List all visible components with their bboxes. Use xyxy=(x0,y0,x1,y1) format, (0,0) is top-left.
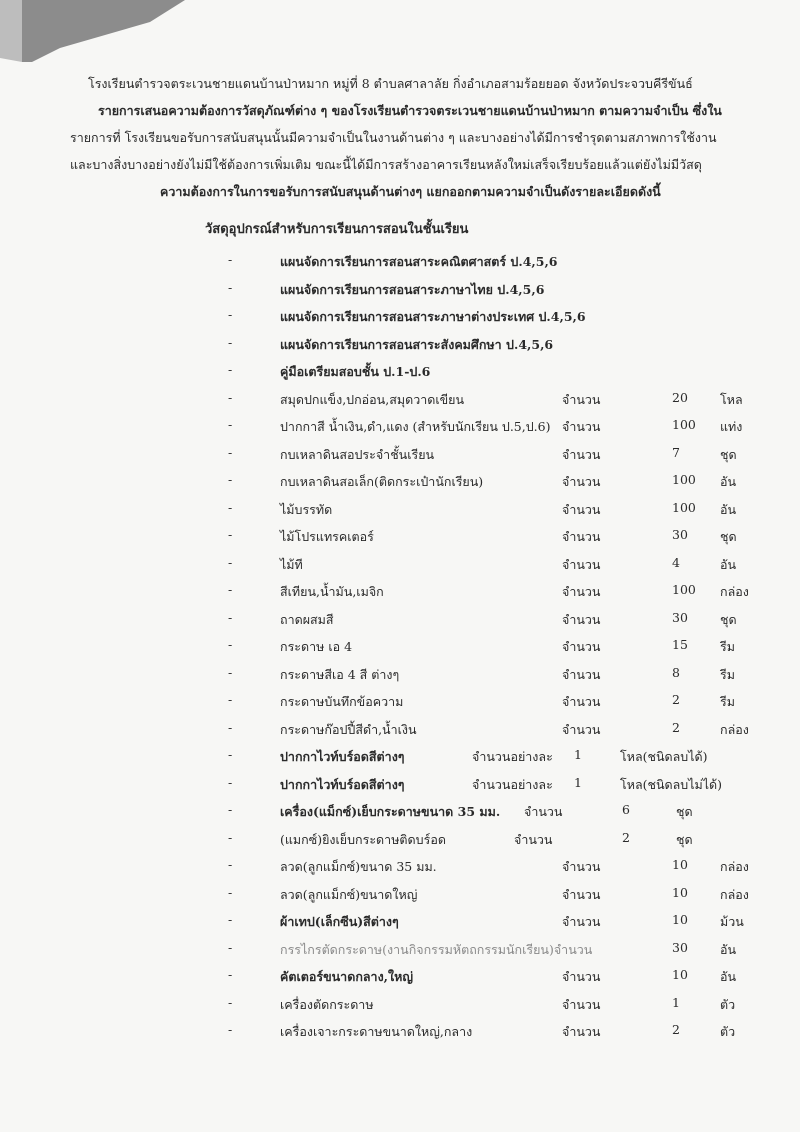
quantity-label: จำนวน xyxy=(562,969,601,984)
list-item xyxy=(0,637,800,659)
bullet-dash: - xyxy=(228,362,233,377)
quantity-value: 1 xyxy=(574,775,582,790)
bullet-dash: - xyxy=(228,445,233,460)
item-name: เครื่องเจาะกระดาษขนาดใหญ่,กลาง xyxy=(280,1024,473,1039)
quantity-label: จำนวนอย่างละ xyxy=(472,749,553,764)
quantity-label: จำนวน xyxy=(562,639,601,654)
unit-label: กล่อง xyxy=(720,722,749,737)
bullet-dash: - xyxy=(228,582,233,597)
quantity-label: จำนวน xyxy=(562,529,601,544)
quantity-value: 100 xyxy=(672,500,696,515)
bullet-dash: - xyxy=(228,1022,233,1037)
bullet-dash: - xyxy=(228,280,233,295)
quantity-value: 100 xyxy=(672,417,696,432)
quantity-value: 10 xyxy=(672,967,688,982)
unit-label: กล่อง xyxy=(720,584,749,599)
item-name: ไม้โปรแทรคเตอร์ xyxy=(280,529,374,544)
quantity-label: จำนวน xyxy=(514,832,553,847)
quantity-value: 10 xyxy=(672,912,688,927)
quantity-value: 10 xyxy=(672,857,688,872)
section-title: วัสดุอุปกรณ์สำหรับการเรียนการสอนในชั้นเรียน xyxy=(205,222,469,237)
unit-label: แท่ง xyxy=(720,419,743,434)
bullet-dash: - xyxy=(228,555,233,570)
list-item xyxy=(0,582,800,604)
list-item xyxy=(0,362,800,384)
item-name: คู่มือเตรียมสอบชั้น ป.1-ป.6 xyxy=(280,364,431,379)
quantity-label: จำนวนอย่างละ xyxy=(472,777,553,792)
quantity-value: 1 xyxy=(672,995,680,1010)
bullet-dash: - xyxy=(228,885,233,900)
bullet-dash: - xyxy=(228,252,233,267)
unit-label: อัน xyxy=(720,969,737,984)
quantity-value: 30 xyxy=(672,940,688,955)
bullet-dash: - xyxy=(228,747,233,762)
list-item xyxy=(0,307,800,329)
bullet-dash: - xyxy=(228,637,233,652)
quantity-label: จำนวน xyxy=(562,997,601,1012)
list-item xyxy=(0,610,800,632)
bullet-dash: - xyxy=(228,995,233,1010)
quantity-label: จำนวน xyxy=(562,392,601,407)
item-name: ไม้ที xyxy=(280,557,303,572)
list-item xyxy=(0,390,800,412)
item-name: ลวด(ลูกแม็กซ์)ขนาดใหญ่ xyxy=(280,887,418,902)
quantity-label: จำนวน xyxy=(562,859,601,874)
item-name: กระดาษก๊อปปี้สีดำ,น้ำเงิน xyxy=(280,722,417,737)
item-name: กบเหลาดินสอเล็ก(ติดกระเป๋านักเรียน) xyxy=(280,474,484,489)
bullet-dash: - xyxy=(228,940,233,955)
quantity-label: จำนวน xyxy=(562,667,601,682)
list-item xyxy=(0,555,800,577)
unit-label: อัน xyxy=(720,942,737,957)
item-name: กระดาษ เอ 4 xyxy=(280,639,353,654)
list-item xyxy=(0,472,800,494)
bullet-dash: - xyxy=(228,692,233,707)
quantity-label: จำนวน xyxy=(562,419,601,434)
item-name: ผ้าเทป(เล็กซีน)สีต่างๆ xyxy=(280,914,399,929)
bullet-dash: - xyxy=(228,390,233,405)
quantity-label: จำนวน xyxy=(562,914,601,929)
quantity-value: 100 xyxy=(672,582,696,597)
list-item xyxy=(0,417,800,439)
item-name: แผนจัดการเรียนการสอนสาระคณิตศาสตร์ ป.4,5,6 xyxy=(280,254,558,269)
quantity-value: 6 xyxy=(622,802,630,817)
item-name: คัตเตอร์ขนาดกลาง,ใหญ่ xyxy=(280,969,414,984)
bullet-dash: - xyxy=(228,775,233,790)
quantity-label: จำนวน xyxy=(562,694,601,709)
item-name: สีเทียน,น้ำมัน,เมจิก xyxy=(280,584,384,599)
item-name: เครื่อง(แม็กซ์)เย็บกระดาษขนาด 35 มม. xyxy=(280,804,501,819)
list-item xyxy=(0,967,800,989)
list-item xyxy=(0,912,800,934)
quantity-value: 30 xyxy=(672,527,688,542)
unit-label: ชุด xyxy=(720,447,737,462)
list-item xyxy=(0,720,800,742)
quantity-label: จำนวน xyxy=(562,502,601,517)
quantity-label: จำนวน xyxy=(562,584,601,599)
bullet-dash: - xyxy=(228,720,233,735)
quantity-value: 7 xyxy=(672,445,680,460)
quantity-value: 15 xyxy=(672,637,688,652)
item-name: ไม้บรรทัด xyxy=(280,502,333,517)
item-name: แผนจัดการเรียนการสอนสาระสังคมศึกษา ป.4,5,6 xyxy=(280,337,554,352)
bullet-dash: - xyxy=(228,830,233,845)
intro-line: รายการที่ โรงเรียนขอรับการสนับสนุนนั้นมีความจำเป็นในงานด้านต่าง ๆ และบางอย่างได้มีการชำรุดตามสภาพการใช้งาน xyxy=(70,130,717,145)
item-name: ปากกาไวท์บร์อดสีต่างๆ xyxy=(280,777,405,792)
list-item xyxy=(0,857,800,879)
item-name: แผนจัดการเรียนการสอนสาระภาษาไทย ป.4,5,6 xyxy=(280,282,545,297)
list-item xyxy=(0,885,800,907)
unit-label: ตัว xyxy=(720,997,736,1012)
unit-label: อัน xyxy=(720,502,737,517)
bullet-dash: - xyxy=(228,500,233,515)
unit-label: ชุด xyxy=(676,832,693,847)
unit-label: อัน xyxy=(720,474,737,489)
quantity-label: จำนวน xyxy=(562,557,601,572)
unit-label: โหล(ชนิดลบไม่ได้) xyxy=(620,777,723,792)
bullet-dash: - xyxy=(228,335,233,350)
bullet-dash: - xyxy=(228,665,233,680)
unit-label: รีม xyxy=(720,639,735,654)
item-name: ปากกาไวท์บร์อดสีต่างๆ xyxy=(280,749,405,764)
unit-label: ม้วน xyxy=(720,914,744,929)
list-item xyxy=(0,665,800,687)
quantity-label: จำนวน xyxy=(562,447,601,462)
item-name: แผนจัดการเรียนการสอนสาระภาษาต่างประเทศ ป.4,5,6 xyxy=(280,309,586,324)
quantity-value: 1 xyxy=(574,747,582,762)
quantity-value: 30 xyxy=(672,610,688,625)
item-name: ลวด(ลูกแม็กซ์)ขนาด 35 มม. xyxy=(280,859,437,874)
list-item xyxy=(0,940,800,962)
unit-label: ตัว xyxy=(720,1024,736,1039)
unit-label: โหล xyxy=(720,392,743,407)
bullet-dash: - xyxy=(228,967,233,982)
list-item xyxy=(0,252,800,274)
quantity-value: 2 xyxy=(672,1022,680,1037)
quantity-value: 8 xyxy=(672,665,680,680)
list-item xyxy=(0,1022,800,1044)
item-name: กบเหลาดินสอประจำชั้นเรียน xyxy=(280,447,435,462)
list-item xyxy=(0,335,800,357)
bullet-dash: - xyxy=(228,527,233,542)
bullet-dash: - xyxy=(228,472,233,487)
item-name: สมุดปกแข็ง,ปกอ่อน,สมุดวาดเขียน xyxy=(280,392,465,407)
item-name: เครื่องตัดกระดาษ xyxy=(280,997,374,1012)
bullet-dash: - xyxy=(228,307,233,322)
quantity-label: จำนวน xyxy=(562,474,601,489)
quantity-label: จำนวน xyxy=(562,887,601,902)
item-name: กระดาษสีเอ 4 สี ต่างๆ xyxy=(280,667,400,682)
list-item xyxy=(0,280,800,302)
bullet-dash: - xyxy=(228,417,233,432)
bullet-dash: - xyxy=(228,802,233,817)
unit-label: กล่อง xyxy=(720,887,749,902)
unit-label: ชุด xyxy=(720,529,737,544)
quantity-value: 20 xyxy=(672,390,688,405)
quantity-label: จำนวน xyxy=(524,804,563,819)
list-item xyxy=(0,445,800,467)
quantity-value: 4 xyxy=(672,555,680,570)
item-name: กระดาษบันทึกข้อความ xyxy=(280,694,404,709)
bullet-dash: - xyxy=(228,610,233,625)
intro-line: โรงเรียนตำรวจตระเวนชายแดนบ้านป่าหมาก หมู่ที่ 8 ตำบลศาลาลัย กิ่งอำเภอสามร้อยยอด จังหวัดประจวบคีรีขันธ์ xyxy=(88,76,693,91)
list-item xyxy=(0,500,800,522)
unit-label: ชุด xyxy=(676,804,693,819)
unit-label: ชุด xyxy=(720,612,737,627)
quantity-value: 2 xyxy=(622,830,630,845)
item-name: (แมกซ์)ยิงเย็บกระดาษติดบร์อด xyxy=(280,832,446,847)
unit-label: อัน xyxy=(720,557,737,572)
quantity-value: 10 xyxy=(672,885,688,900)
intro-paragraph xyxy=(70,70,760,205)
quantity-value: 100 xyxy=(672,472,696,487)
list-item xyxy=(0,527,800,549)
item-name: ปากกาสี น้ำเงิน,ดำ,แดง (สำหรับนักเรียน ป.5,ป.6) xyxy=(280,419,551,434)
unit-label: รีม xyxy=(720,667,735,682)
list-item xyxy=(0,775,800,797)
quantity-value: 2 xyxy=(672,692,680,707)
intro-line: รายการเสนอความต้องการวัสดุภัณฑ์ต่าง ๆ ของโรงเรียนตำรวจตระเวนชายแดนบ้านป่าหมาก ตามความจำเป็น ซึ่งใน xyxy=(98,103,722,118)
quantity-label: จำนวน xyxy=(562,612,601,627)
unit-label: กล่อง xyxy=(720,859,749,874)
intro-line: ความต้องการในการขอรับการสนับสนุนด้านต่างๆ แยกออกตามความจำเป็นดังรายละเอียดดังนี้ xyxy=(160,184,661,199)
list-item xyxy=(0,802,800,824)
intro-line: และบางสิ่งบางอย่างยังไม่มีใช้ต้องการเพิ่มเติม ขณะนี้ได้มีการสร้างอาคารเรียนหลังใหม่เสร็จเรียบร้อยแล้วแต่ยังไม่มีวัสดุ xyxy=(70,157,702,172)
unit-label: โหล(ชนิดลบได้) xyxy=(620,749,708,764)
item-name: ถาดผสมสี xyxy=(280,612,334,627)
item-name: กรรไกรตัดกระดาษ(งานกิจกรรมหัตถกรรมนักเรียน)จำนวน xyxy=(280,942,593,957)
bullet-dash: - xyxy=(228,912,233,927)
list-item xyxy=(0,830,800,852)
bullet-dash: - xyxy=(228,857,233,872)
quantity-label: จำนวน xyxy=(562,1024,601,1039)
unit-label: รีม xyxy=(720,694,735,709)
list-item xyxy=(0,995,800,1017)
quantity-label: จำนวน xyxy=(562,722,601,737)
list-item xyxy=(0,747,800,769)
quantity-value: 2 xyxy=(672,720,680,735)
list-item xyxy=(0,692,800,714)
